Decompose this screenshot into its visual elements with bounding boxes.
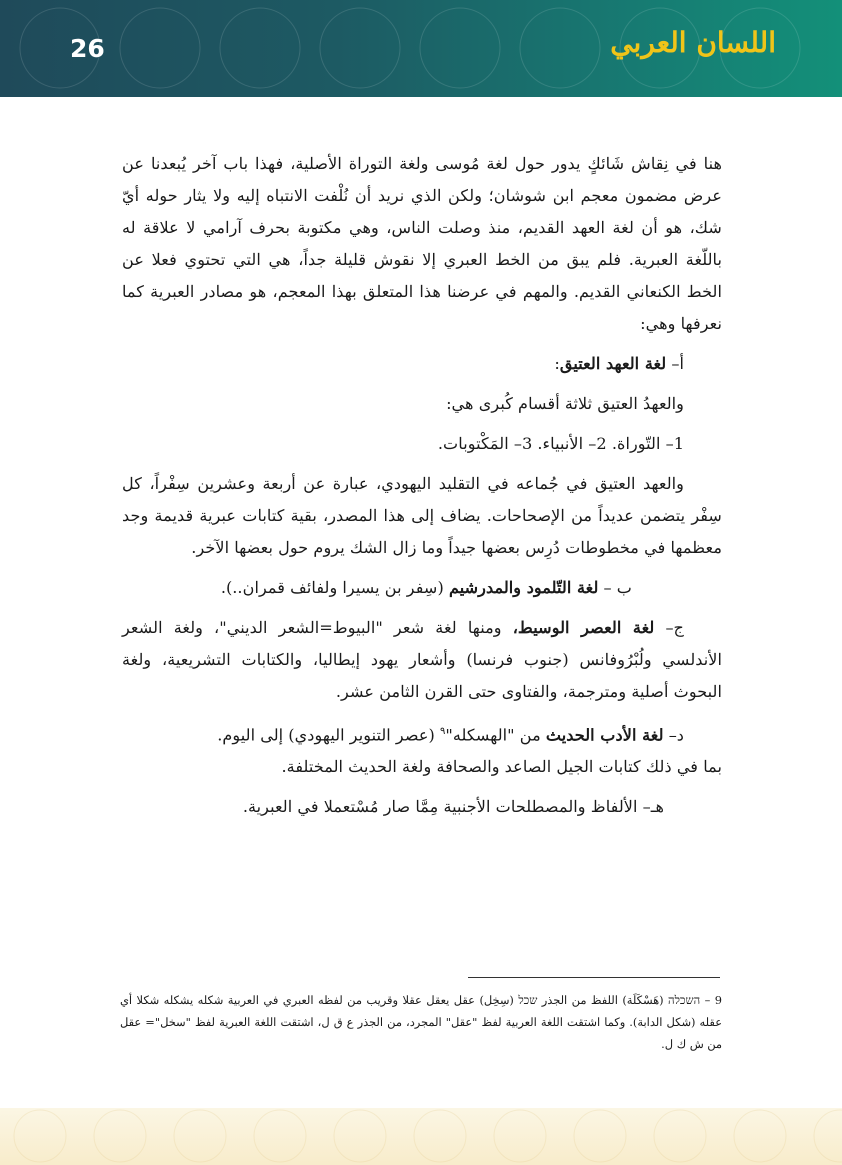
section-a-suffix: : [554, 354, 560, 373]
article-body [122, 148, 722, 823]
section-c-prefix: ج– [654, 618, 684, 637]
section-b-line [122, 572, 722, 604]
page-footer [0, 1108, 842, 1165]
section-c-rest: ومنها لغة شعر "البيوط=الشعر الديني"، ولغة الشعر الأندلسي ولُبْرُوفانس (جنوب فرنسا) وأشعار يهود إيطاليا، والكتابات التشريعية، ولغة البحوث أصلية ومترجمة، والفتاوى حتى القرن الثامن عشر. [122, 618, 722, 701]
section-d-prefix: د– [663, 725, 684, 745]
section-b-prefix: ب – [598, 578, 632, 597]
section-b-rest: (سِفر بن يسيرا ولفائف قمران..). [220, 578, 449, 597]
page-number: 26 [70, 34, 105, 63]
section-d-title: لغة الأدب الحديث [545, 725, 664, 745]
section-a-prefix: أ– [666, 354, 684, 373]
footnote-marker: ٩ [440, 726, 446, 737]
section-e-line: هـ– الألفاظ والمصطلحات الأجنبية مِمَّا صار مُسْتعملا في العبرية. [242, 797, 664, 817]
footnote-9: 9 – השכלה (هَسْكَلَة) اللفظ من الجذر שכל (سِخِل) عقل يعقل عقلا وقريب من لفظه العبري في العربية شكله يشكله شكلا أي عقله (شكل الدابة). وكما اشتقت اللغة العربية لفظ "عقل" المجرد، من الجذر ع ق ل، اشتقت اللغة العبرية لفظ "سخل"= عقل من ش ك ل. [120, 993, 722, 1051]
page-header [0, 0, 842, 97]
section-d-rest-2: (عصر التنوير اليهودي) إلى اليوم. [217, 725, 441, 745]
footer-ornament-pattern [0, 1108, 842, 1165]
section-a-line2: 1– التّوراة. 2– الأنبياء. 3– المَكْتوبات. [437, 434, 684, 453]
section-a-heading [122, 348, 722, 380]
section-d-line1 [122, 716, 722, 751]
section-a-title: لغة العهد العتيق [559, 354, 667, 373]
section-c-paragraph [122, 612, 722, 708]
paragraph-old-testament: والعهد العتيق في جُماعه في التقليد اليهودي، عبارة عن أربعة وعشرين سِفْراً، كل سِفْر يتضمن عديداً من الإصحاحات. يضاف إلى هذا المصدر، بقية كتابات عبرية قديمة وجد معظمها في مخطوطات دُرِس بعضها جيداً وما زال الشك يروم حول بعضها الآخر. [122, 474, 722, 557]
paragraph-intro: هنا في نِقاش شَائكٍ يدور حول لغة مُوسى ولغة التوراة الأصلية، فهذا باب آخر يُبعدنا عن عرض مضمون معجم ابن شوشان؛ ولكن الذي نريد أن نُلْفت الانتباه إليه ولا يثار حوله أيّ شك، هو أن لغة العهد القديم، منذ وصلت الناس، وهي مكتوبة بحرف آرامي لا علاقة له باللّغة العبرية. فلم يبق من الخط العبري إلا نقوش قليلة جداً، هي التي تحتوي فعلا عن الخط الكنعاني القديم. والمهم في عرضنا هذا المتعلق بهذا المعجم، هو مصادر العبرية كما نعرفها وهي: [122, 154, 722, 333]
section-d-line2: بما في ذلك كتابات الجيل الصاعد والصحافة ولغة الحديث المختلفة. [281, 757, 722, 777]
section-c-title: لغة العصر الوسيط، [512, 618, 655, 637]
footnote-divider [468, 977, 720, 978]
section-d-rest-1: من "الهسكله" [445, 725, 546, 745]
journal-logo: اللسان العربي [610, 26, 776, 59]
section-a-line1: والعهدُ العتيق ثلاثة أقسام كُبرى هي: [446, 394, 684, 413]
section-b-title: لغة التّلمود والمدرشيم [448, 578, 599, 597]
